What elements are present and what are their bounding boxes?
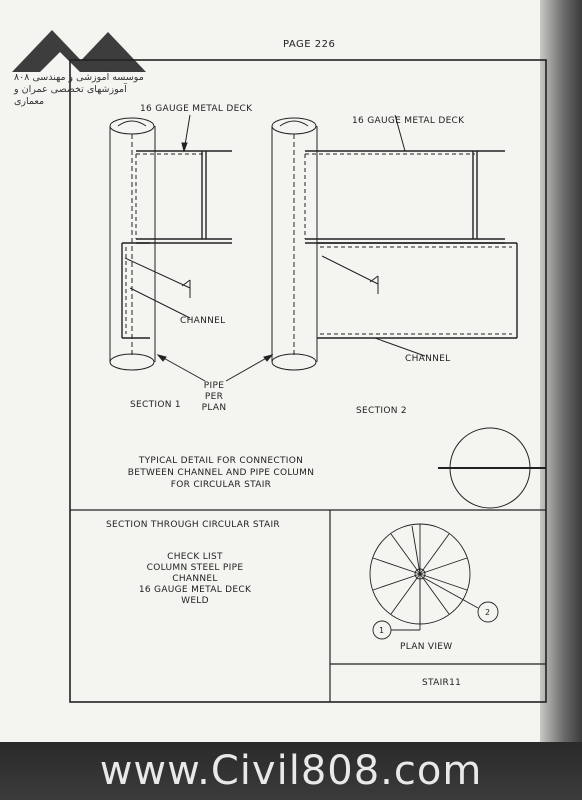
check-list-item: CHANNEL [172, 574, 218, 584]
section-1-title: SECTION 1 [130, 400, 181, 410]
callout-2: 2 [485, 608, 491, 617]
pipe-circle-detail [438, 428, 546, 508]
typical-detail-line: FOR CIRCULAR STAIR [170, 480, 272, 490]
section-1-detail [110, 115, 232, 381]
section-2-detail [226, 115, 517, 381]
sheet-name: STAIR11 [422, 678, 462, 688]
circular-stair-plan [370, 524, 498, 639]
section-1-channel-label: CHANNEL [180, 316, 226, 326]
page-number: PAGE 226 [283, 39, 336, 50]
typical-detail-line: TYPICAL DETAIL FOR CONNECTION [138, 456, 304, 466]
section-2-channel-label: CHANNEL [405, 354, 451, 364]
institute-name-line-2: آموزشهای تخصصی عمران و معماری [14, 84, 127, 107]
pipe-per-plan-label [202, 381, 227, 414]
section-1-deck-label: 16 GAUGE METAL DECK [140, 104, 253, 114]
institute-name-line-1: موسسه آموزشی و مهندسی ۸۰۸ [14, 72, 144, 83]
typical-detail-line: BETWEEN CHANNEL AND PIPE COLUMN [127, 468, 315, 478]
check-list-item: WELD [181, 596, 209, 606]
section-2-deck-label: 16 GAUGE METAL DECK [352, 116, 465, 126]
check-list-item: COLUMN STEEL PIPE [146, 563, 244, 573]
site-watermark: www.Civil808.com [99, 748, 483, 794]
typical-detail-note [128, 455, 315, 491]
plan-view-title: PLAN VIEW [400, 642, 453, 652]
pipe-label-line: PER [204, 392, 224, 402]
pipe-label-line: PLAN [201, 403, 227, 413]
check-list [139, 552, 251, 607]
institute-logo [12, 30, 146, 72]
check-list-item: 16 GAUGE METAL DECK [138, 585, 252, 595]
callout-1: 1 [379, 626, 385, 635]
institute-name [14, 72, 154, 108]
pipe-label-line: PIPE [203, 381, 225, 391]
section-2-title: SECTION 2 [356, 406, 407, 416]
section-through-stair-title: SECTION THROUGH CIRCULAR STAIR [106, 520, 280, 530]
check-list-item: CHECK LIST [167, 552, 223, 562]
